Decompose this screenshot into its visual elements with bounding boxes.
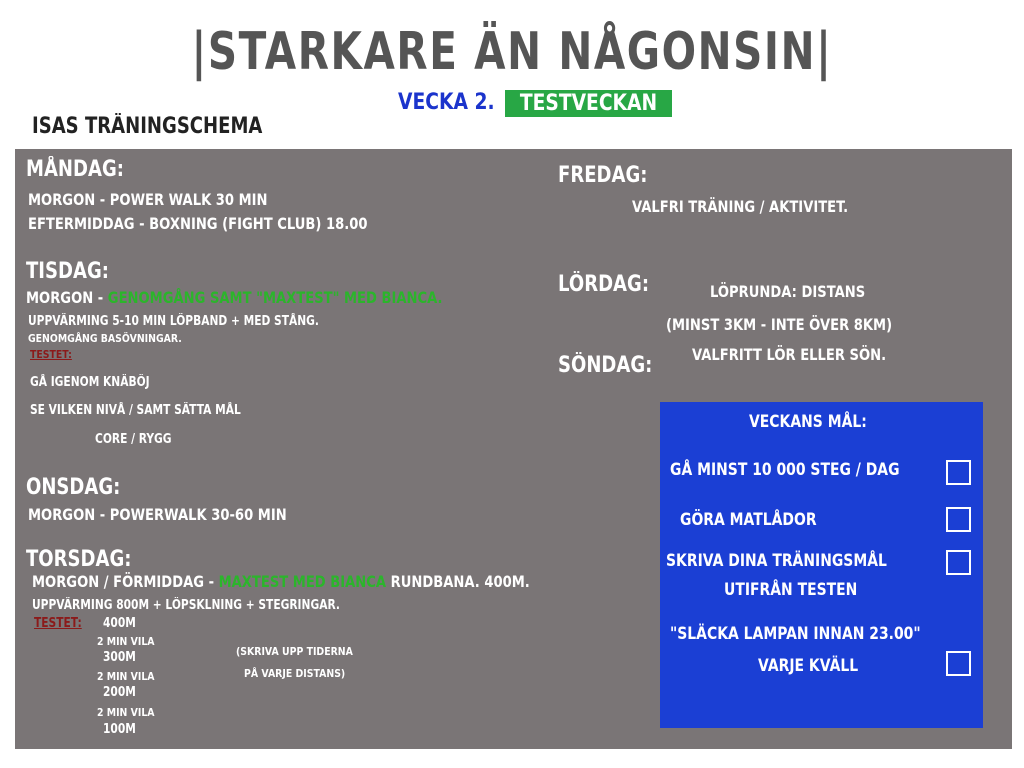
tuesday-item-2: SE VILKEN NIVÅ / SAMT SÄTTA MÅL xyxy=(30,403,241,418)
monday-line-2: EFTERMIDDAG - BOXNING (FIGHT CLUB) 18.00 xyxy=(28,214,368,233)
tuesday-morning xyxy=(26,288,443,307)
goal-3-checkbox[interactable] xyxy=(946,550,971,575)
week-tag-label: TESTVECKAN xyxy=(519,91,658,116)
goal-4-checkbox[interactable] xyxy=(946,651,971,676)
thursday-distance-3: 200M xyxy=(103,685,136,700)
monday-heading: MÅNDAG: xyxy=(26,157,124,182)
tuesday-warmup: UPPVÄRMING 5-10 MIN LÖPBAND + MED STÅNG. xyxy=(28,314,319,329)
tuesday-item-3: CORE / RYGG xyxy=(95,432,172,447)
friday-line-1: VALFRI TRÄNING / AKTIVITET. xyxy=(632,197,849,216)
thursday-morning-prefix: MORGON / FÖRMIDDAG - xyxy=(32,572,219,591)
goal-1-label: GÅ MINST 10 000 STEG / DAG xyxy=(670,460,900,480)
saturday-line-1: LÖPRUNDA: DISTANS xyxy=(710,282,866,301)
goal-1-checkbox[interactable] xyxy=(946,460,971,485)
thursday-rest-1: 2 MIN VILA xyxy=(97,635,155,648)
tuesday-morning-highlight: GENOMGÅNG SAMT "MAXTEST" MED BIANCA. xyxy=(107,288,443,307)
week-label: VECKA 2. xyxy=(398,90,495,115)
thursday-morning xyxy=(32,572,530,591)
sunday-heading: SÖNDAG: xyxy=(558,353,653,378)
tuesday-basics: GENOMGÅNG BASÖVNINGAR. xyxy=(28,332,182,345)
thursday-note-1: (SKRIVA UPP TIDERNA xyxy=(236,645,353,658)
saturday-heading: LÖRDAG: xyxy=(558,272,650,297)
friday-heading: FREDAG: xyxy=(558,163,648,188)
goal-3-label-line-2: UTIFRÅN TESTEN xyxy=(724,580,858,600)
thursday-rest-3: 2 MIN VILA xyxy=(97,706,155,719)
tuesday-morning-prefix: MORGON - xyxy=(26,288,108,307)
monday-line-1: MORGON - POWER WALK 30 MIN xyxy=(28,190,268,209)
goal-4-label-line-2: VARJE KVÄLL xyxy=(758,656,859,676)
thursday-warmup: UPPVÄRMING 800M + LÖPSKLNING + STEGRINGAR. xyxy=(32,598,340,613)
goal-2-checkbox[interactable] xyxy=(946,507,971,532)
schedule-title: ISAS TRÄNINGSCHEMA xyxy=(32,114,263,139)
tuesday-heading: TISDAG: xyxy=(26,259,109,284)
goal-3-label-line-1: SKRIVA DINA TRÄNINGSMÅL xyxy=(666,551,887,571)
tuesday-item-1: GÅ IGENOM KNÄBÖJ xyxy=(30,375,150,390)
goal-2-label: GÖRA MATLÅDOR xyxy=(680,510,817,530)
saturday-line-3: VALFRITT LÖR ELLER SÖN. xyxy=(692,345,887,364)
thursday-test-label: TESTET: xyxy=(34,616,82,631)
tuesday-test-label: TESTET: xyxy=(30,348,72,361)
wednesday-heading: ONSDAG: xyxy=(26,475,121,500)
thursday-distance-1: 400M xyxy=(103,616,136,631)
thursday-heading: TORSDAG: xyxy=(26,547,132,572)
thursday-distance-4: 100M xyxy=(103,722,136,737)
thursday-rest-2: 2 MIN VILA xyxy=(97,670,155,683)
wednesday-line-1: MORGON - POWERWALK 30-60 MIN xyxy=(28,505,287,524)
goal-4-label-line-1: "SLÄCKA LAMPAN INNAN 23.00" xyxy=(670,624,921,644)
thursday-morning-suffix: RUNDBANA. 400M. xyxy=(386,572,530,591)
goals-title: VECKANS MÅL: xyxy=(749,412,867,432)
weekly-goals-box xyxy=(660,402,983,728)
page-title: |STARKARE ÄN NÅGONSIN| xyxy=(191,22,833,82)
thursday-morning-highlight: MAXTEST MED BIANCA xyxy=(218,572,387,591)
thursday-distance-2: 300M xyxy=(103,650,136,665)
thursday-note-2: PÅ VARJE DISTANS) xyxy=(244,667,346,680)
saturday-line-2: (MINST 3KM - INTE ÖVER 8KM) xyxy=(666,315,893,334)
week-tag xyxy=(505,90,672,117)
